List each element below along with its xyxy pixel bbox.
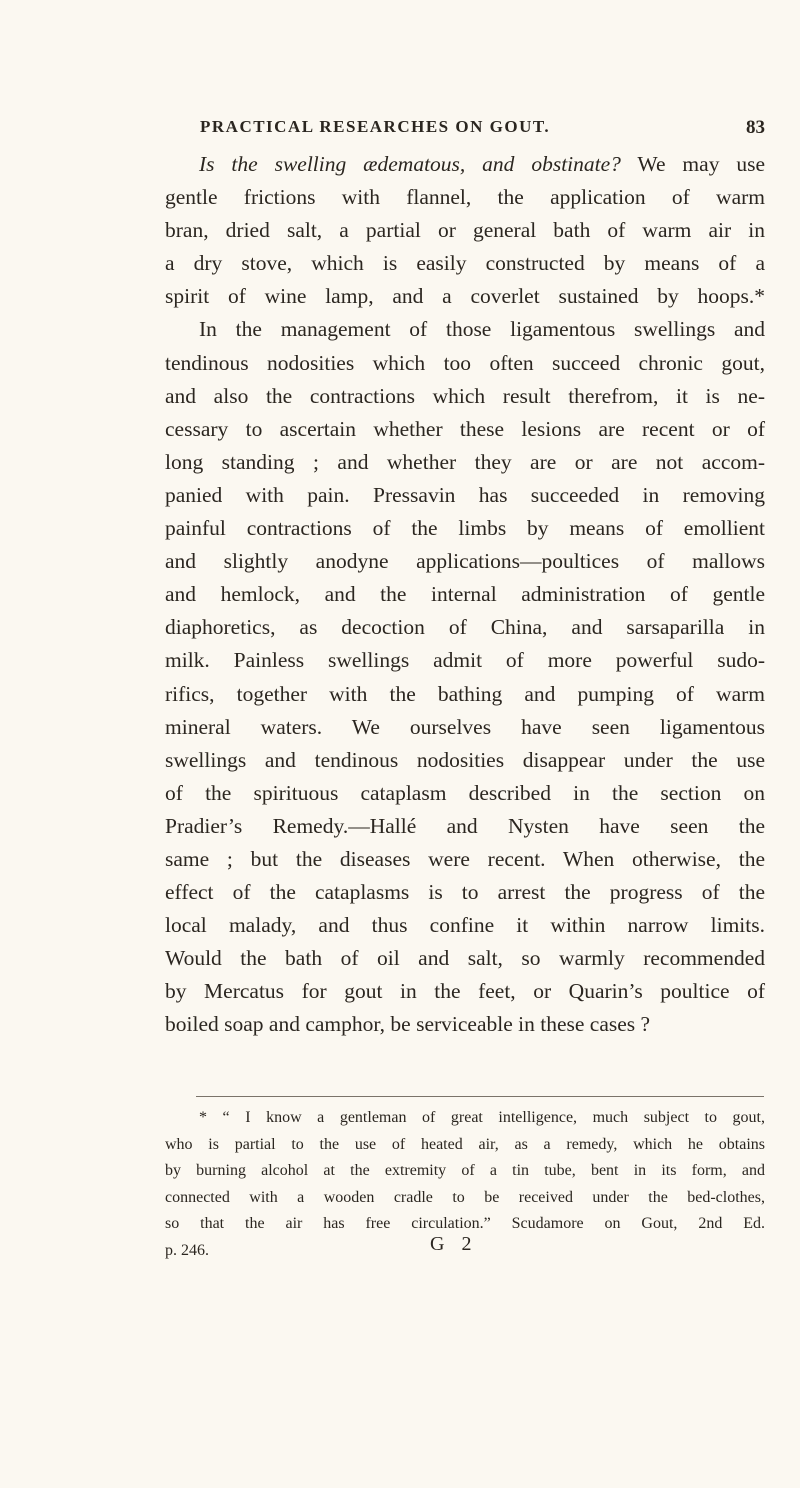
body-line: painful contractions of the limbs by means of emollient <box>165 516 765 541</box>
footnote-line: so that the air has free circulation.” Scudamore on Gout, 2nd Ed. <box>165 1215 765 1232</box>
body-line: milk. Painless swellings admit of more powerful sudo- <box>165 648 765 673</box>
body-line: same ; but the diseases were recent. When otherwise, the <box>165 846 765 871</box>
body-line: long standing ; and whether they are or are not accom- <box>165 449 765 474</box>
body-line: and also the contractions which result therefrom, it is ne- <box>165 383 765 408</box>
body-line: cessary to ascertain whether these lesions are recent or of <box>165 416 765 441</box>
footnote-line: who is partial to the use of heated air, as a remedy, which he obtains <box>165 1135 765 1153</box>
body-line: diaphoretics, as decoction of China, and sarsaparilla in <box>165 615 765 640</box>
body-line: and hemlock, and the internal administration of gentle <box>165 582 765 607</box>
body-line: swellings and tendinous nodosities disappear under the use <box>165 747 765 772</box>
body-line: local malady, and thus confine it within narrow limits. <box>165 913 765 938</box>
body-line: tendinous nodosities which too often succeed chronic gout, <box>165 350 765 375</box>
main-paragraph <box>165 148 765 1042</box>
body-line: and slightly anodyne applications—poultices of mallows <box>165 549 765 574</box>
body-line: effect of the cataplasms is to arrest the progress of the <box>165 880 765 905</box>
body-line: a dry stove, which is easily constructed by means of a <box>165 251 765 276</box>
body-line: Would the bath of oil and salt, so warmly recommended <box>165 946 765 971</box>
footnote-divider <box>196 1096 764 1097</box>
body-line: of the spirituous cataplasm described in the section on <box>165 780 765 805</box>
body-line: gentle frictions with flannel, the application of warm <box>165 185 765 210</box>
footnote-line: p. 246. <box>165 1241 209 1259</box>
body-line: boiled soap and camphor, be serviceable in these cases ? <box>165 1012 651 1037</box>
body-line: spirit of wine lamp, and a coverlet sustained by hoops.* <box>165 284 765 309</box>
body-line: Is the swelling ædematous, and obstinate? We may use <box>199 152 766 176</box>
body-line: mineral waters. We ourselves have seen ligamentous <box>165 714 765 739</box>
page-number: 83 <box>746 117 765 138</box>
body-line: rifics, together with the bathing and pumping of warm <box>165 681 765 706</box>
running-header <box>200 117 765 143</box>
body-line: bran, dried salt, a partial or general bath of warm air in <box>165 218 765 243</box>
body-line: In the management of those ligamentous swellings and <box>199 317 765 342</box>
running-title: PRACTICAL RESEARCHES ON GOUT. <box>200 117 551 136</box>
signature-mark: G 2 <box>430 1233 478 1255</box>
body-line: panied with pain. Pressavin has succeeded in removing <box>165 482 765 507</box>
footnote-line: * “ I know a gentleman of great intelligence, much subject to gout, <box>199 1109 765 1126</box>
body-line: Pradier’s Remedy.—Hallé and Nysten have seen the <box>165 813 765 838</box>
footnote-line: by burning alcohol at the extremity of a tin tube, bent in its form, and <box>165 1162 765 1179</box>
footnote-line: connected with a wooden cradle to be received under the bed-clothes, <box>165 1188 765 1206</box>
body-line: by Mercatus for gout in the feet, or Quarin’s poultice of <box>165 979 765 1004</box>
